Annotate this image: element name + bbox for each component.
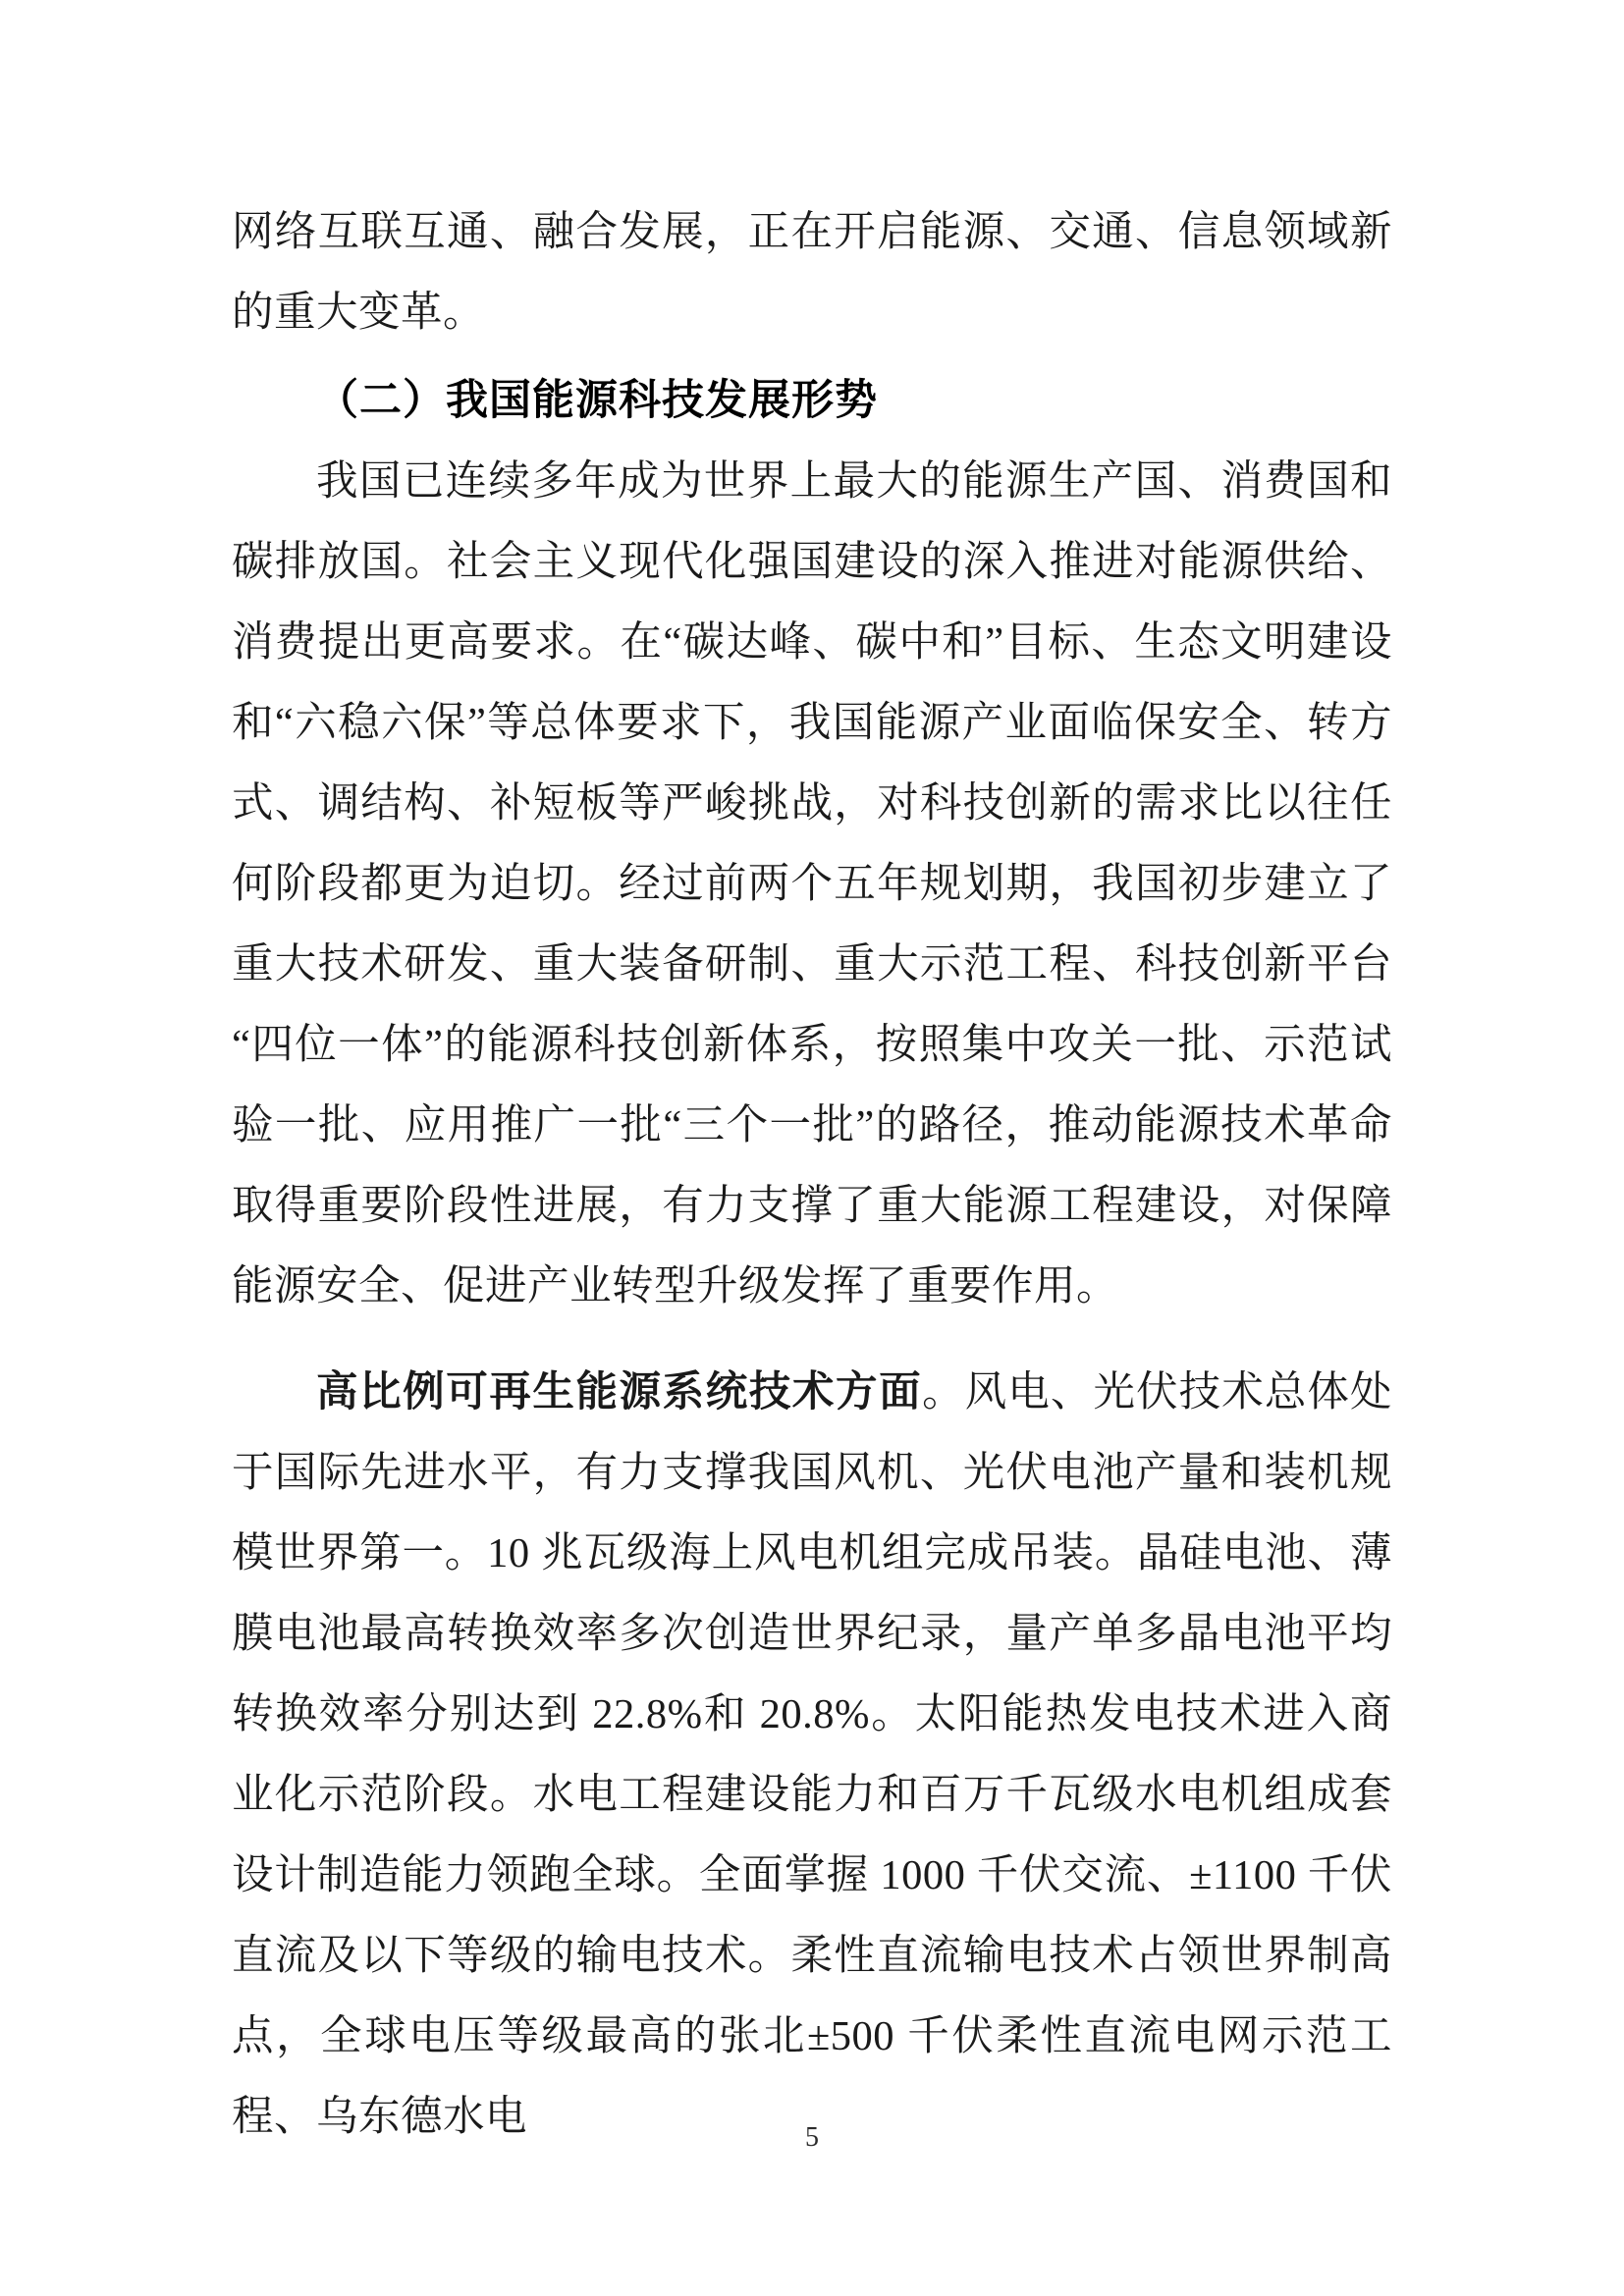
paragraph-lead-bold-label: 高比例可再生能源系统技术方面 xyxy=(316,1369,923,1415)
paragraph-energy-status: 我国已连续多年成为世界上最大的能源生产国、消费国和碳排放国。社会主义现代化强国建设的深入推进对能源供给、消费提出更高要求。在“碳达峰、碳中和”目标、生态文明建设和“六稳六保”等总体要求下，我国能源产业面临保安全、转方式、调结构、补短板等严峻挑战，对科技创新的需求比以往任何阶段都更为迫切。经过前两个五年规划期，我国初步建立了重大技术研发、重大装备研制、重大示范工程、科技创新平台“四位一体”的能源科技创新体系，按照集中攻关一批、示范试验一批、应用推广一批“三个一批”的路径，推动能源技术革命取得重要阶段性进展，有力支撑了重大能源工程建设，对保障能源安全、促进产业转型升级发挥了重要作用。 xyxy=(232,458,1392,1309)
section-heading: （二）我国能源科技发展形势 xyxy=(316,378,878,424)
paragraph-renewable-technology-body: 。风电、光伏技术总体处于国际先进水平，有力支撑我国风机、光伏电池产量和装机规模世界第一。10 兆瓦级海上风电机组完成吊装。晶硅电池、薄膜电池最高转换效率多次创造世界纪录，量产单多晶电池平均转换效率分别达到 22.8%和 20.8%。太阳能热发电技术进入商业化示范阶段。水电工程建设能力和百万千瓦级水电机组成套设计制造能力领跑全球。全面掌握 1000 千伏交流、±1100 千伏直流及以下等级的输电技术。柔性直流输电技术占领世界制高点，全球电压等级最高的张北±500 千伏柔性直流电网示范工程、乌东德水电 xyxy=(232,1369,1392,2140)
spacer-between-paragraphs xyxy=(232,1327,1392,1353)
continued-paragraph: 网络互联互通、融合发展，正在开启能源、交通、信息领域新的重大变革。 xyxy=(232,209,1392,336)
page-number: 5 xyxy=(805,2122,819,2153)
spacer-before-heading xyxy=(232,353,1392,361)
page-content-area xyxy=(232,192,1392,2158)
paragraph-renewable-technology xyxy=(232,1353,1392,2158)
